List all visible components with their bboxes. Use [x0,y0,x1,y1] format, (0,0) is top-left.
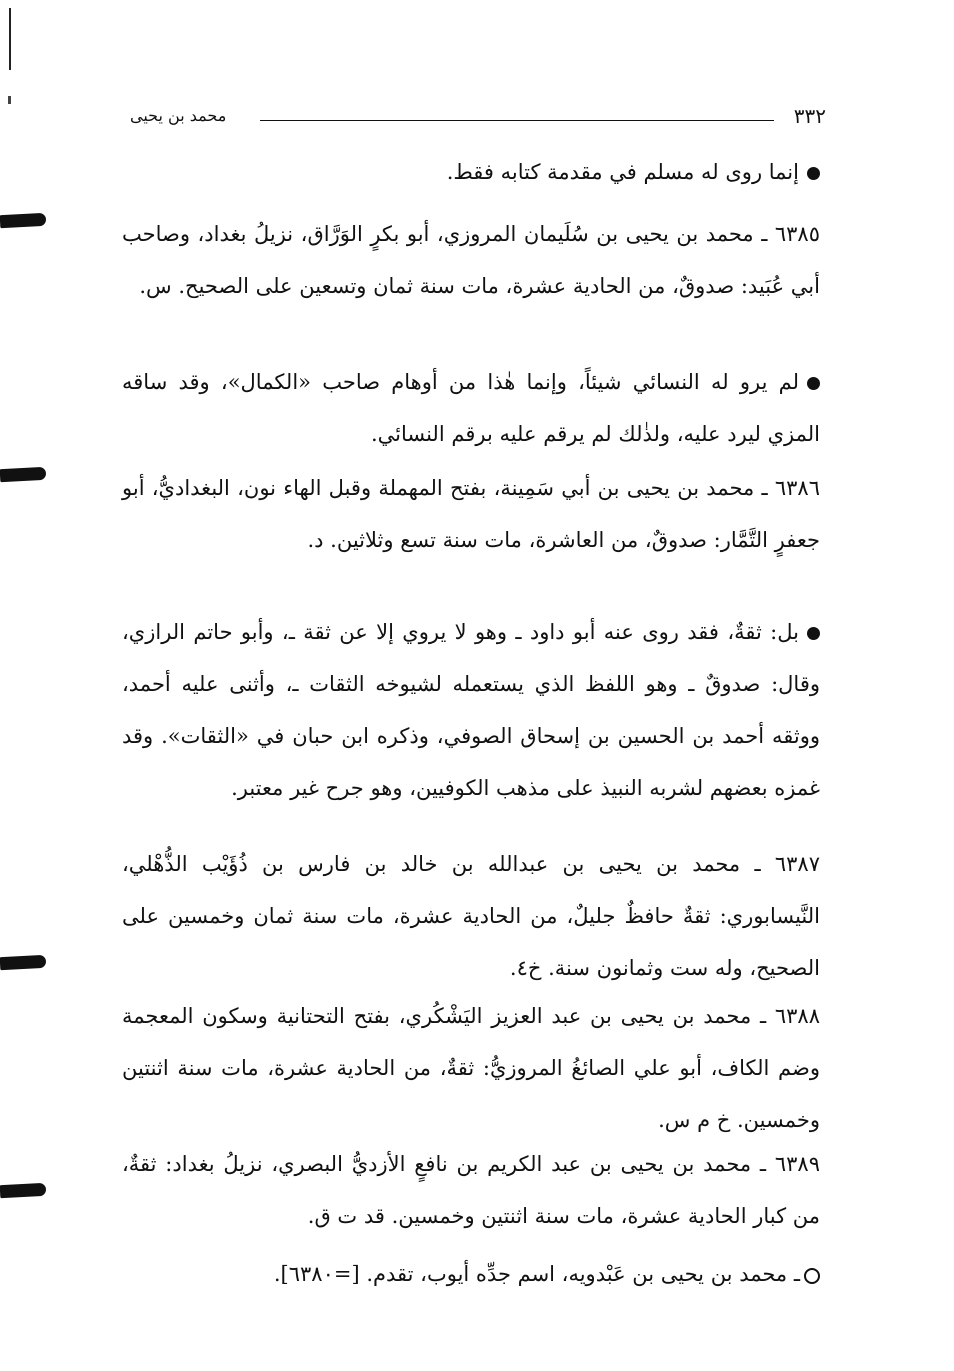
note-paragraph [122,356,820,460]
margin-pointer-mark [0,467,46,482]
entry-paragraph [122,208,820,312]
entry-text: ٦٣٨٥ ـ محمد بن يحيى بن سُلَيمان المروزي، أبو بكرٍ الوَرَّاق، نزيلُ بغداد، وصاحب أبي عُبَيد: صدوقٌ، من الحادية عشرة، مات سنة ثمان وتسعين على الصحيح. س. [122,222,820,298]
entry-text: ٦٣٨٩ ـ محمد بن يحيى بن عبد الكريم بن نافعٍ الأزديُّ البصري، نزيلُ بغداد: ثقةٌ، من كبار الحادية عشرة، مات سنة اثنتين وخمسين. قد ت ق. [122,1152,820,1228]
entry-paragraph [122,462,820,566]
reference-text: ـ محمد بن يحيى بن عَبْدويه، اسم جدِّه أيوب، تقدم. [=٦٣٨٠]. [273,1262,800,1286]
binding-line [9,8,11,70]
page-number: ٣٣٢ [793,104,826,128]
note-text: لم يرو له النسائي شيئاً، وإنما هٰذا من أوهام صاحب «الكمال»، وقد ساقه المزي ليرد عليه، ولذٰلك لم يرقم عليه برقم النسائي. [122,370,820,446]
filled-circle-bullet-icon [807,627,820,640]
note-text: بل: ثقةٌ، فقد روى عنه أبو داود ـ وهو لا يروي إلا عن ثقة ـ، وأبو حاتم الرازي، وقال: صدوقٌ ـ وهو اللفظ الذي يستعمله لشيوخه الثقات ـ، وأثنى عليه أحمد، ووثقه أحمد بن الحسين بن إسحاق الصوفي، وذكره ابن حبان في «الثقات». وقد غمزه بعضهم لشربه النبيذ على مذهب الكوفيين، وهو جرح غير معتبر. [122,620,820,800]
note-paragraph [122,146,820,198]
margin-pointer-mark [0,1183,46,1198]
entry-paragraph [122,838,820,994]
header-rule [260,120,774,121]
filled-circle-bullet-icon [807,167,820,180]
entry-text: ٦٣٨٦ ـ محمد بن يحيى بن أبي سَمِينة، بفتح المهملة وقبل الهاء نون، البغداديُّ، أبو جعفرٍ التَّمَّار: صدوقٌ، من العاشرة، مات سنة تسع وثلاثين. د. [122,476,820,552]
running-header [130,104,826,134]
entry-paragraph [122,1138,820,1242]
note-paragraph [122,606,820,814]
entry-text: ٦٣٨٧ ـ محمد بن يحيى بن عبدالله بن خالد بن فارس بن ذُؤَيْب الذُّهْلي، النَّيسابوري: ثقةٌ حافظٌ جليلٌ، من الحادية عشرة، مات سنة ثمان وخمسين على الصحيح، وله ست وثمانون سنة. خ٤. [122,852,820,980]
note-text: إنما روى له مسلم في مقدمة كتابه فقط. [446,160,799,184]
running-title: محمد بن يحيى [130,106,227,125]
margin-pointer-mark [0,213,46,228]
entry-paragraph [122,990,820,1146]
binding-dot [8,96,11,104]
entry-text: ٦٣٨٨ ـ محمد بن يحيى بن عبد العزيز اليَشْكُري، بفتح التحتانية وسكون المعجمة وضم الكاف، أبو علي الصائغُ المروزيُّ: ثقةٌ، من الحادية عشرة، مات سنة اثنتين وخمسين. خ م س. [122,1004,820,1132]
margin-pointer-mark [0,955,46,970]
hollow-circle-icon [804,1268,820,1284]
reference-paragraph [122,1248,820,1300]
filled-circle-bullet-icon [807,377,820,390]
